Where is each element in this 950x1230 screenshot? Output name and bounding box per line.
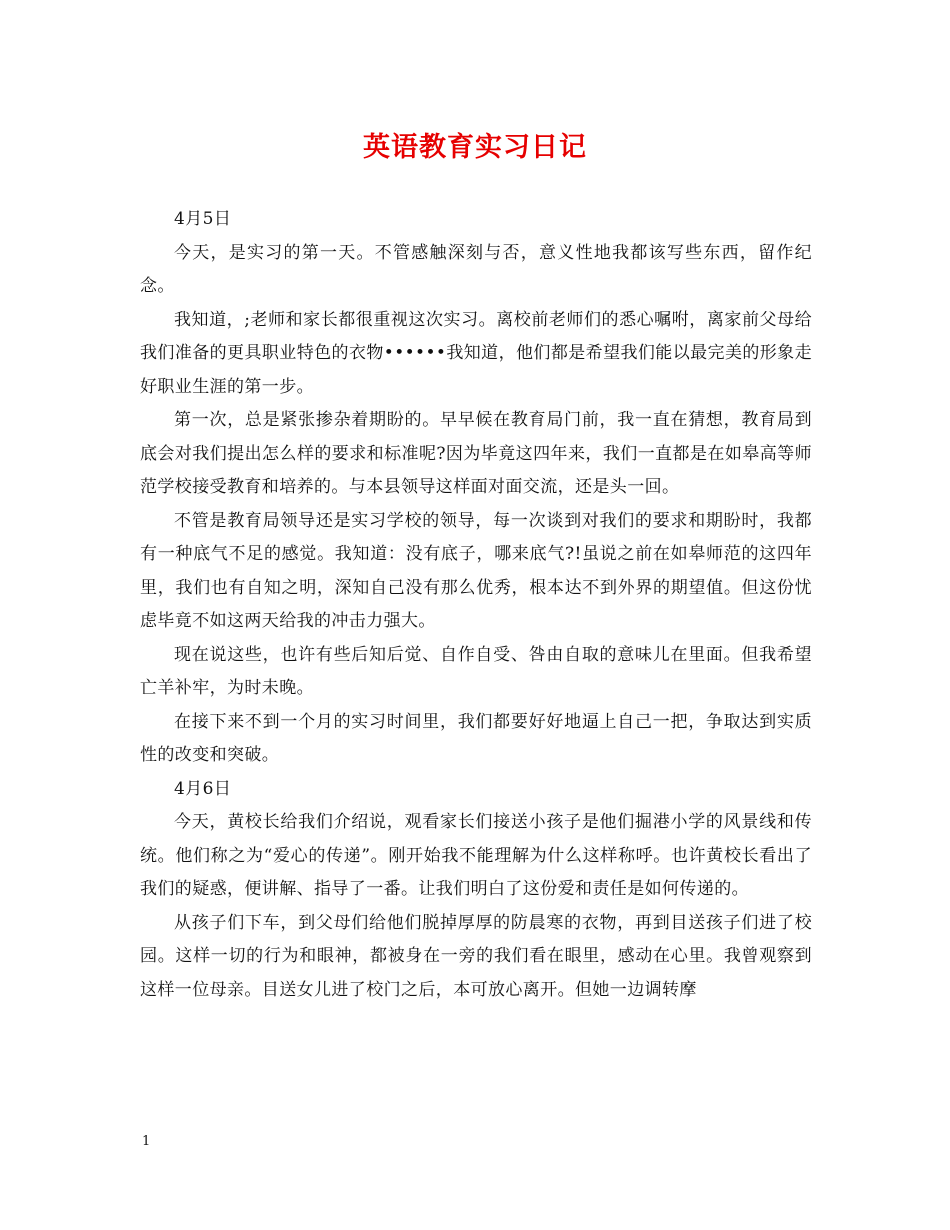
page-number: 1 [142,1134,151,1149]
paragraph: 在接下来不到一个月的实习时间里，我们都要好好地逼上自己一把，争取达到实质性的改变和突破。 [140,711,812,765]
paragraph: 我知道，;老师和家长都很重视这次实习。离校前老师们的悉心嘱咐，离家前父母给我们准备的更具职业特色的衣物••••••我知道，他们都是希望我们能以最完美的形象走好职业生涯的第一步。 [140,309,812,397]
paragraph: 第一次，总是紧张掺杂着期盼的。早早候在教育局门前，我一直在猜想，教育局到底会对我们提出怎么样的要求和标准呢?因为毕竟这四年来，我们一直都是在如皋高等师范学校接受教育和培养的。与本县领导这样面对面交流，还是头一回。 [140,410,812,497]
document-title: 英语教育实习日记 [363,132,587,163]
paragraph: 今天，黄校长给我们介绍说，观看家长们接送小孩子是他们掘港小学的风景线和传统。他们称之为“爱心的传递”。刚开始我不能理解为什么这样称呼。也许黄校长看出了我们的疑惑，便讲解、指导了一番。让我们明白了这份爱和责任是如何传递的。 [140,812,812,899]
paragraph-date-apr-5: 4月5日 [174,209,232,229]
paragraph: 今天，是实习的第一天。不管感触深刻与否，意义性地我都该写些东西，留作纪念。 [140,242,812,296]
paragraph: 不管是教育局领导还是实习学校的领导，每一次谈到对我们的要求和期盼时，我都有一种底气不足的感觉。我知道：没有底子，哪来底气?!虽说之前在如皋师范的这四年里，我们也有自知之明，深知自己没有那么优秀，根本达不到外界的期望值。但这份忧虑毕竟不如这两天给我的冲击力强大。 [140,510,812,631]
paragraph: 现在说这些，也许有些后知后觉、自作自受、咎由自取的意味儿在里面。但我希望亡羊补牢，为时未晚。 [140,644,812,698]
paragraph-date-apr-6: 4月6日 [174,778,232,799]
paragraph: 从孩子们下车，到父母们给他们脱掉厚厚的防晨寒的衣物，再到目送孩子们进了校园。这样一切的行为和眼神，都被身在一旁的我们看在眼里，感动在心里。我曾观察到这样一位母亲。目送女儿进了校门之后，本可放心离开。但她一边调转摩 [140,912,812,1000]
document-body [140,203,812,1007]
